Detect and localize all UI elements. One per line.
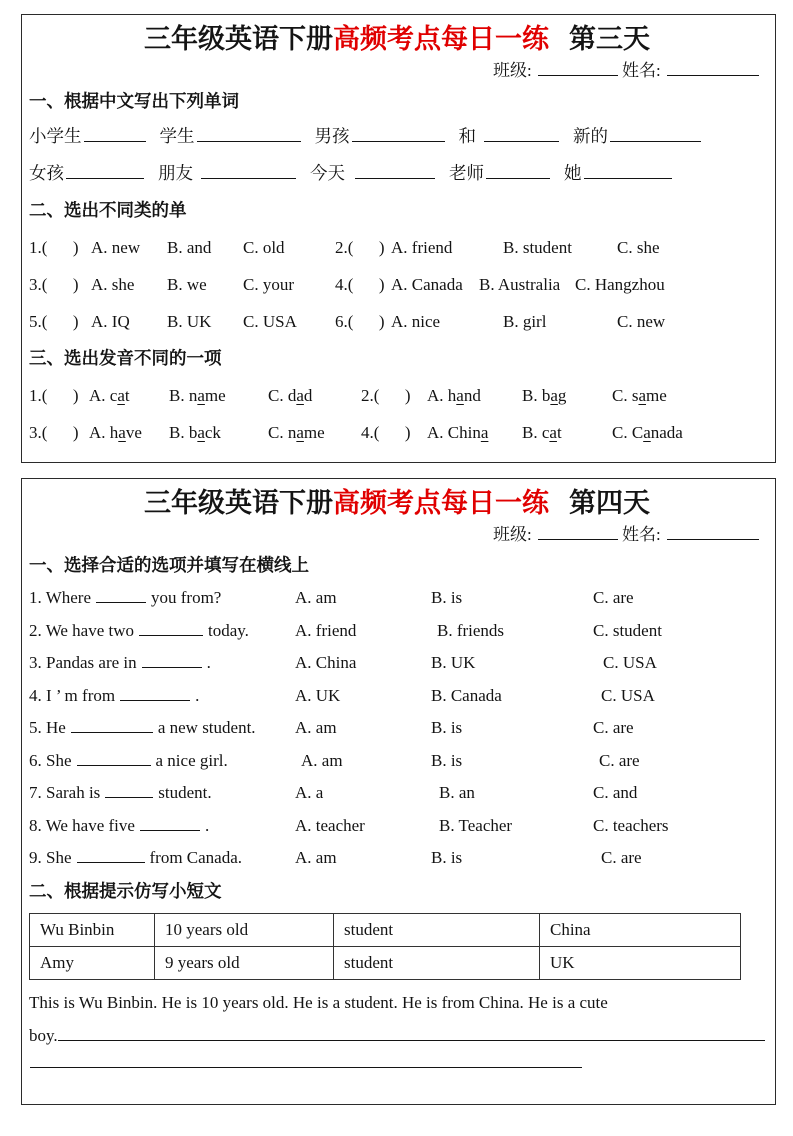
essay-paragraph-line xyxy=(29,1019,765,1052)
option-a: A. am xyxy=(301,750,343,770)
option-c xyxy=(268,377,361,414)
vocab-term: 学生 xyxy=(159,126,195,146)
vocab-item xyxy=(564,155,672,192)
option-c: C. she xyxy=(617,238,660,257)
option-text-part: B. c xyxy=(522,423,550,442)
option-b xyxy=(169,414,268,451)
question-slot[interactable]: 4.( ) xyxy=(361,423,411,442)
option-b: B. an xyxy=(439,783,475,802)
mcq-row xyxy=(29,777,765,810)
stem-post: . xyxy=(206,653,211,672)
option-c: C. old xyxy=(243,238,285,257)
option-a: A. Canada xyxy=(391,275,463,294)
title-course: 三年级英语下册 xyxy=(144,24,333,54)
option-text-part: B. b xyxy=(522,386,551,405)
option-text-part: me xyxy=(646,386,667,405)
underlined-letter: a xyxy=(456,386,464,405)
answer-blank[interactable] xyxy=(140,813,200,830)
option-text-part: t xyxy=(124,386,130,405)
odd-one-out-row xyxy=(29,303,765,340)
paragraph-text: boy. xyxy=(29,1025,58,1045)
class-blank[interactable] xyxy=(538,59,618,76)
section-heading: 三、选出发音不同的一项 xyxy=(29,348,222,368)
option-text-part: me xyxy=(204,386,226,405)
option-text-part: nd xyxy=(463,386,481,405)
answer-blank[interactable] xyxy=(66,161,144,179)
option-c xyxy=(612,414,765,451)
vocab-term: 今天 xyxy=(310,163,345,183)
table-row xyxy=(30,946,741,979)
vocab-term: 小学生 xyxy=(29,126,82,146)
question-slot[interactable]: 6.( ) xyxy=(335,312,385,331)
worksheet-page xyxy=(0,14,793,1136)
option-b: B. Canada xyxy=(431,685,502,705)
section-heading: 一、选择合适的选项并填写在横线上 xyxy=(29,555,309,575)
question-slot[interactable]: 1.( ) xyxy=(29,238,79,257)
stem-post: a new student. xyxy=(157,718,256,737)
option-c: C. Hangzhou xyxy=(575,275,665,294)
question-slot[interactable]: 3.( ) xyxy=(29,275,79,294)
vocab-term: 朋友 xyxy=(158,163,193,183)
option-b: B. and xyxy=(167,238,212,257)
option-b: B. girl xyxy=(503,312,547,331)
table-cell: UK xyxy=(540,946,741,979)
stem-pre: 1. Where xyxy=(29,588,91,607)
vocab-term: 她 xyxy=(564,163,582,183)
option-a xyxy=(427,414,522,451)
option-text-part: A. Chin xyxy=(427,423,481,442)
option-text-part: g xyxy=(557,386,567,405)
name-label: 姓名: xyxy=(622,61,661,80)
title-highlight: 高频考点每日一练 xyxy=(333,24,549,54)
vocab-row xyxy=(29,118,765,155)
underlined-letter: a xyxy=(296,423,304,442)
answer-blank[interactable] xyxy=(77,748,151,765)
option-c: C. new xyxy=(617,312,666,331)
option-a xyxy=(89,377,169,414)
mcq-row xyxy=(29,680,765,713)
option-b: B. friends xyxy=(437,620,505,640)
mcq-row xyxy=(29,842,765,875)
answer-blank[interactable] xyxy=(486,161,550,179)
answer-blank[interactable] xyxy=(139,618,203,635)
title-day: 第三天 xyxy=(569,24,650,54)
option-b: B. student xyxy=(503,238,572,257)
answer-blank[interactable] xyxy=(77,846,145,863)
option-b xyxy=(169,377,268,414)
underlined-letter: a xyxy=(117,386,125,405)
name-label: 姓名: xyxy=(622,525,661,544)
mcq-row xyxy=(29,712,765,745)
answer-blank[interactable] xyxy=(584,161,672,179)
underlined-letter: a xyxy=(118,423,126,442)
option-c: C. are xyxy=(593,718,634,737)
option-c: C. your xyxy=(243,275,294,294)
option-a: A. friend xyxy=(391,238,453,257)
stem-post: from Canada. xyxy=(149,848,243,867)
stem-post: you from? xyxy=(151,588,222,607)
worksheet-title xyxy=(29,21,765,57)
answer-blank[interactable] xyxy=(96,586,146,603)
option-b: B. UK xyxy=(431,653,476,672)
vocab-row xyxy=(29,155,765,192)
stem-pre: 8. We have five xyxy=(29,815,135,835)
worksheet-box-day4 xyxy=(21,478,776,1105)
table-cell: 10 years old xyxy=(155,913,334,946)
option-b: B. we xyxy=(167,275,207,294)
option-b: B. is xyxy=(431,588,463,607)
vocab-term: 新的 xyxy=(573,126,608,146)
underlined-letter: a xyxy=(480,423,489,442)
table-cell: student xyxy=(334,946,540,979)
table-cell: China xyxy=(540,913,741,946)
question-stem xyxy=(29,810,295,843)
stem-post: a nice girl. xyxy=(155,750,228,770)
mcq-row xyxy=(29,615,765,648)
option-text-part: me xyxy=(303,423,325,442)
option-text-part: d xyxy=(303,386,313,405)
worksheet-box-day3 xyxy=(21,14,776,463)
table-cell: 9 years old xyxy=(155,946,334,979)
stem-pre: 6. She xyxy=(29,750,72,770)
answer-blank[interactable] xyxy=(484,124,559,142)
stem-post: . xyxy=(204,815,210,835)
question-stem xyxy=(29,712,295,745)
answer-blank[interactable] xyxy=(197,124,301,142)
mcq-row xyxy=(29,745,765,778)
vocab-item xyxy=(315,118,445,155)
option-text-part: t xyxy=(556,423,562,442)
option-a: A. China xyxy=(295,653,357,672)
option-text-part: C. d xyxy=(268,386,297,405)
stem-post: student. xyxy=(158,783,212,802)
option-text-part: ck xyxy=(204,423,221,442)
vocab-term: 女孩 xyxy=(29,163,64,183)
stem-pre: 2. We have two xyxy=(29,620,135,640)
name-blank[interactable] xyxy=(667,523,759,540)
answer-blank[interactable] xyxy=(201,161,296,179)
option-text-part: C. C xyxy=(612,423,644,442)
option-a: A. teacher xyxy=(295,815,365,835)
phonics-row xyxy=(29,377,765,414)
section-heading: 一、根据中文写出下列单词 xyxy=(29,91,239,111)
vocab-item xyxy=(158,155,296,192)
option-c: C. USA xyxy=(243,312,297,331)
option-a: A. friend xyxy=(295,620,357,640)
vocab-item xyxy=(573,118,701,155)
question-slot[interactable]: 3.( ) xyxy=(29,423,79,442)
info-table xyxy=(29,913,741,980)
odd-one-out-row xyxy=(29,229,765,266)
stem-pre: 9. She xyxy=(29,848,72,867)
section-heading: 二、根据提示仿写小短文 xyxy=(29,880,222,901)
table-cell: Amy xyxy=(30,946,155,979)
class-label: 班级: xyxy=(493,525,532,544)
option-a: A. IQ xyxy=(91,312,130,331)
option-a xyxy=(427,377,522,414)
underlined-letter: a xyxy=(197,423,205,442)
option-a: A. am xyxy=(295,718,337,737)
option-c: C. teachers xyxy=(593,815,669,835)
question-stem xyxy=(29,647,295,680)
answer-blank[interactable] xyxy=(71,716,153,733)
stem-pre: 7. Sarah is xyxy=(29,783,101,802)
vocab-item xyxy=(310,155,435,192)
option-a: A. she xyxy=(91,275,135,294)
vocab-term: 和 xyxy=(458,126,476,146)
question-slot[interactable]: 1.( ) xyxy=(29,386,79,405)
vocab-item xyxy=(459,118,560,155)
answer-blank[interactable] xyxy=(610,124,701,142)
question-slot[interactable]: 2.( ) xyxy=(361,386,411,405)
answer-blank[interactable] xyxy=(120,683,190,700)
title-highlight: 高频考点每日一练 xyxy=(333,488,549,518)
writing-line[interactable] xyxy=(30,1067,582,1068)
mcq-row xyxy=(29,810,765,843)
option-text-part: A. h xyxy=(427,386,457,405)
option-a: A. new xyxy=(91,238,141,257)
table-cell: student xyxy=(334,913,540,946)
question-slot[interactable]: 4.( ) xyxy=(335,275,385,294)
vocab-term: 老师 xyxy=(449,163,484,183)
vocab-item xyxy=(160,118,301,155)
stem-pre: 3. Pandas are in xyxy=(29,653,137,672)
answer-blank[interactable] xyxy=(84,124,146,142)
option-text-part: B. b xyxy=(169,423,198,442)
class-name-line xyxy=(29,57,765,85)
vocab-item xyxy=(29,155,144,192)
option-a: A. am xyxy=(295,848,337,867)
stem-post: today. xyxy=(208,620,249,640)
option-text-part: A. h xyxy=(89,423,119,442)
phonics-row xyxy=(29,414,765,451)
option-b: B. is xyxy=(431,718,463,737)
option-a: A. nice xyxy=(391,312,441,331)
option-c: C. are xyxy=(593,588,634,607)
option-a: A. UK xyxy=(295,685,341,705)
section-heading: 二、选出不同类的单 xyxy=(29,200,187,220)
question-stem xyxy=(29,842,295,875)
option-b xyxy=(522,377,612,414)
option-c: C. USA xyxy=(601,685,655,705)
question-stem xyxy=(29,777,295,810)
question-slot[interactable]: 5.( ) xyxy=(29,312,79,331)
title-course: 三年级英语下册 xyxy=(144,488,333,518)
underlined-letter: a xyxy=(638,386,647,405)
worksheet-title xyxy=(29,485,765,521)
option-c: C. are xyxy=(601,848,642,867)
option-c: C. and xyxy=(593,783,638,802)
underlined-letter: a xyxy=(643,423,651,442)
option-text-part: A. c xyxy=(89,386,118,405)
option-c: C. USA xyxy=(603,653,657,672)
option-c: C. student xyxy=(593,620,662,640)
underlined-letter: a xyxy=(197,386,205,405)
option-a xyxy=(89,414,169,451)
option-b: B. is xyxy=(431,848,463,867)
vocab-item xyxy=(449,155,550,192)
table-cell: Wu Binbin xyxy=(30,913,155,946)
name-blank[interactable] xyxy=(667,59,759,76)
underlined-letter: a xyxy=(549,423,557,442)
answer-blank[interactable] xyxy=(355,161,435,179)
stem-post: . xyxy=(195,685,200,705)
mcq-row xyxy=(29,647,765,680)
option-b: B. Australia xyxy=(479,275,561,294)
option-b: B. is xyxy=(431,750,463,770)
answer-blank[interactable] xyxy=(105,781,153,798)
option-b: B. UK xyxy=(167,312,212,331)
option-text-part: C. n xyxy=(268,423,297,442)
option-c xyxy=(612,377,765,414)
option-a: A. am xyxy=(295,588,337,607)
underlined-letter: a xyxy=(550,386,558,405)
vocab-term: 男孩 xyxy=(314,126,350,146)
answer-blank[interactable] xyxy=(142,651,202,668)
question-stem xyxy=(29,615,295,648)
option-c: C. are xyxy=(599,750,640,770)
odd-one-out-row xyxy=(29,266,765,303)
option-a: A. a xyxy=(295,783,324,802)
answer-blank[interactable] xyxy=(352,124,445,142)
option-b xyxy=(522,414,612,451)
essay-paragraph-line: This is Wu Binbin. He is 10 years old. He is a student. He is from China. He is a cute xyxy=(29,992,608,1012)
option-text-part: nada xyxy=(650,423,683,442)
question-stem xyxy=(29,745,295,778)
vocab-item xyxy=(29,118,146,155)
class-blank[interactable] xyxy=(538,523,618,540)
question-stem xyxy=(29,680,295,713)
option-b: B. Teacher xyxy=(439,815,513,835)
title-day: 第四天 xyxy=(569,488,650,518)
option-c xyxy=(268,414,361,451)
mcq-row xyxy=(29,582,765,615)
table-row xyxy=(30,913,741,946)
option-text-part: ve xyxy=(125,423,142,442)
underlined-letter: a xyxy=(296,386,304,405)
stem-pre: 5. He xyxy=(29,718,66,737)
class-name-line xyxy=(29,521,765,549)
stem-pre: 4. I ’ m from xyxy=(29,685,116,705)
question-slot[interactable]: 2.( ) xyxy=(335,238,385,257)
question-stem xyxy=(29,582,295,615)
option-text-part: B. n xyxy=(169,386,198,405)
option-text-part: C. s xyxy=(612,386,639,405)
class-label: 班级: xyxy=(493,61,532,80)
writing-line[interactable] xyxy=(58,1023,765,1040)
